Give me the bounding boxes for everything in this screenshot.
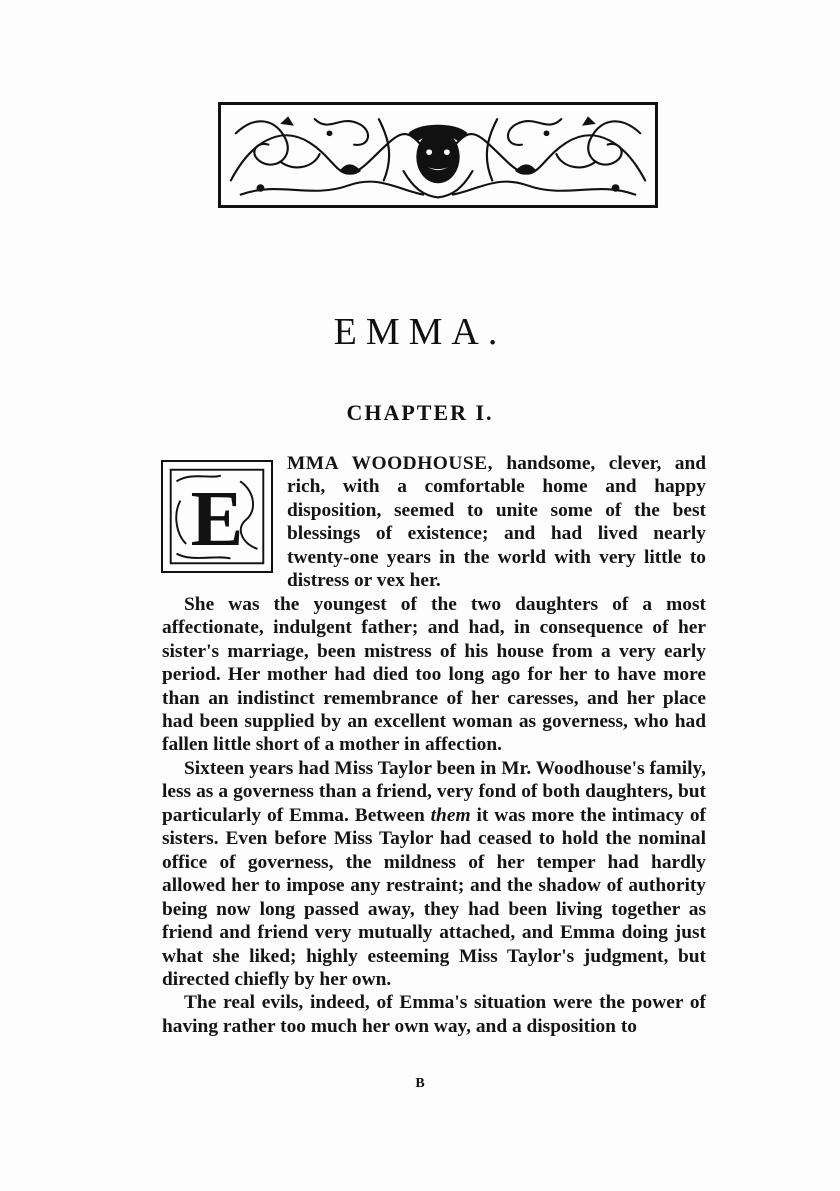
paragraph-2: She was the youngest of the two daughters of a most affectionate, indulgent father; and had, in consequence of her sister's marriage, been mistress of his house from a very early period. Her mother had died too long ago for her to have more than an indistinct remembrance of her caresses, and her place had been supplied by an excellent woman as governess, who had fallen little short of a mother in affection. bbox=[162, 593, 706, 756]
signature-mark: B bbox=[415, 1076, 425, 1091]
paragraph-4: The real evils, indeed, of Emma's situation were the power of having rather too much her own way, and a disposition to bbox=[162, 992, 706, 1037]
ornamental-foliage-mask-icon bbox=[221, 105, 655, 205]
drop-cap bbox=[161, 460, 273, 573]
ornamental-headpiece bbox=[218, 102, 658, 208]
paragraph-3-after: it was more the intimacy of sisters. Even before Miss Taylor had ceased to hold the nominal office of governess, the mildness of her temper had hardly allowed her to impose any restraint; and the shadow of authority being now long passed away, they had been living together as friend and friend very mutually attached, and Emma doing just what she liked; highly esteeming Miss Taylor's judgment, but directed chiefly by her own. bbox=[162, 804, 706, 990]
chapter-text bbox=[162, 452, 706, 1038]
ornamental-initial-e-icon bbox=[163, 462, 271, 571]
paragraph-3-before: Sixteen years had Miss Taylor been in Mr. Woodhouse's family, less as a governess than a friend, very fond of both daughters, but particularly of Emma. Between bbox=[162, 757, 706, 826]
drop-cap-letter: E bbox=[190, 475, 244, 563]
paragraph-1 bbox=[162, 452, 706, 593]
chapter-title: CHAPTER I. bbox=[346, 400, 494, 425]
paragraph-1-opening: MMA WOODHOUSE, bbox=[287, 453, 493, 474]
paragraph-3-emphasis: them bbox=[430, 804, 471, 826]
paragraph-3 bbox=[162, 757, 706, 992]
paragraph-1-rest: handsome, clever, and rich, with a comfortable home and happy disposition, seemed to unite some of the best blessings of existence; and had lived nearly twenty-one years in the world with very little to distress or vex her. bbox=[287, 453, 707, 592]
book-title: EMMA. bbox=[333, 311, 507, 353]
